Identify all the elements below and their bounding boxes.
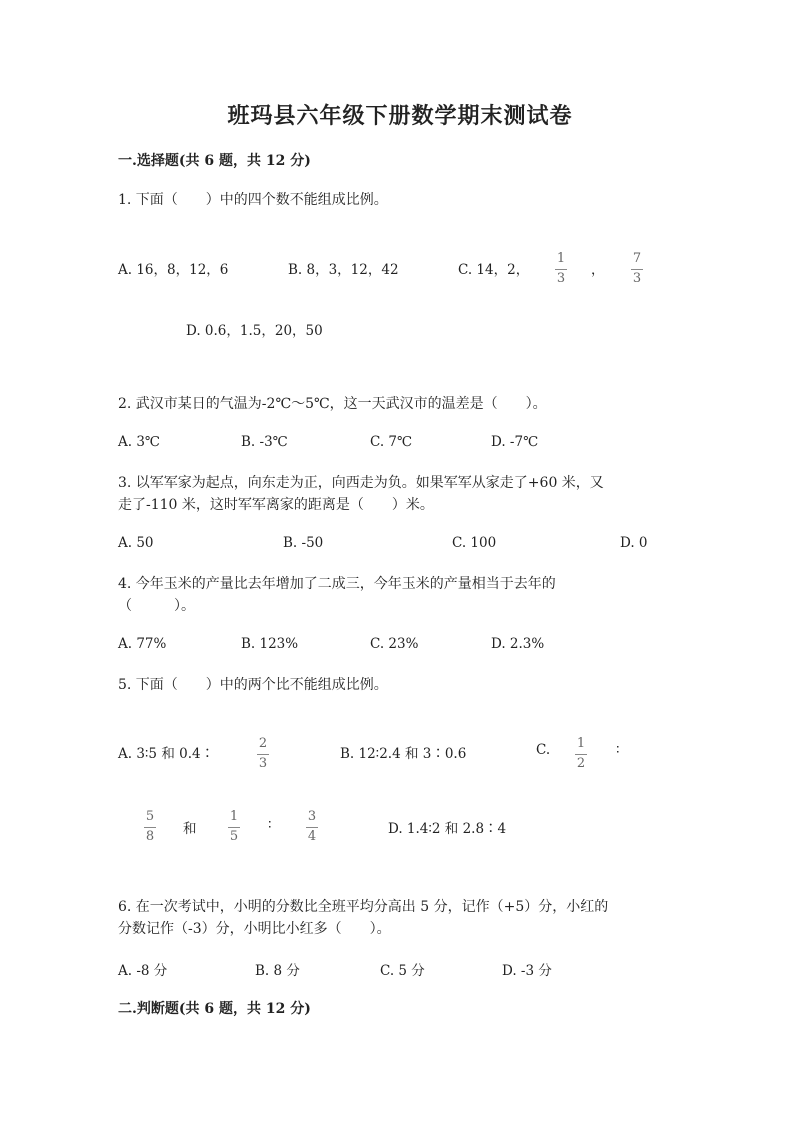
fraction-one-fifth: [228, 810, 240, 844]
fraction-denominator: 3: [258, 756, 268, 771]
fraction-numerator: 1: [229, 809, 239, 824]
question-4-option-c: C. 23%: [370, 636, 419, 652]
fraction-three-quarters: [306, 810, 318, 844]
fraction-bar: [257, 754, 269, 755]
question-5-option-a: A. 3∶5 和 0.4∶: [118, 746, 215, 762]
fraction-bar: [228, 827, 240, 828]
fraction-bar: [144, 827, 156, 828]
question-2-option-b: B. -3℃: [241, 434, 288, 450]
question-3-stem-line-1: 3. 以军军家为起点，向东走为正，向西走为负。如果军军从家走了+60 米，又: [118, 475, 604, 491]
fraction-bar: [555, 269, 567, 270]
section-heading-choice: 一.选择题(共 6 题，共 12 分): [118, 153, 311, 169]
fraction-denominator: 3: [632, 271, 642, 286]
fraction-five-eighths: [144, 810, 156, 844]
question-4-stem-line-2: （ ）。: [118, 598, 195, 614]
fraction-bar: [575, 754, 587, 755]
question-2-option-d: D. -7℃: [491, 434, 539, 450]
fraction-numerator: 1: [576, 736, 586, 751]
fraction-numerator: 7: [632, 251, 642, 266]
question-2-option-c: C. 7℃: [370, 434, 413, 450]
fraction-numerator: 5: [145, 809, 155, 824]
fraction-denominator: 2: [576, 756, 586, 771]
fraction-one-half: [575, 737, 587, 771]
question-6-option-d: D. -3 分: [502, 963, 552, 979]
question-6-stem-line-2: 分数记作（-3）分，小明比小红多（ ）。: [118, 921, 391, 937]
page-title: 班玛县六年级下册数学期末测试卷: [227, 103, 573, 129]
question-5-stem: 5. 下面（ ）中的两个比不能组成比例。: [118, 677, 388, 693]
fraction-bar: [631, 269, 643, 270]
question-1-option-a: A. 16，8，12，6: [118, 262, 229, 278]
fraction-seven-thirds: [631, 252, 643, 286]
fraction-denominator: 8: [145, 829, 155, 844]
question-5-option-c: C.: [536, 742, 551, 758]
fraction-denominator: 5: [229, 829, 239, 844]
fraction-numerator: 2: [258, 736, 268, 751]
fraction-numerator: 1: [556, 251, 566, 266]
question-3-option-d: D. 0: [620, 535, 648, 551]
question-3-option-b: B. -50: [283, 535, 324, 551]
question-6-option-a: A. -8 分: [118, 963, 168, 979]
question-1-option-d: D. 0.6，1.5，20，50: [186, 323, 323, 339]
question-1-option-b: B. 8，3，12，42: [288, 262, 399, 278]
question-4-option-d: D. 2.3%: [491, 636, 545, 652]
fraction-one-third: [555, 252, 567, 286]
question-2-stem: 2. 武汉市某日的气温为-2℃～5℃，这一天武汉市的温差是（ ）。: [118, 396, 547, 412]
question-6-option-c: C. 5 分: [380, 963, 425, 979]
and-connector: 和: [183, 821, 197, 837]
question-3-stem-line-2: 走了-110 米，这时军军离家的距离是（ ）米。: [118, 497, 434, 513]
fraction-bar: [306, 827, 318, 828]
question-5-option-d: D. 1.4∶2 和 2.8∶4: [388, 821, 507, 837]
question-6-stem-line-1: 6. 在一次考试中，小明的分数比全班平均分高出 5 分，记作（+5）分，小红的: [118, 899, 609, 915]
fraction-denominator: 3: [556, 271, 566, 286]
fraction-two-thirds: [257, 737, 269, 771]
ratio-colon: ∶: [268, 817, 272, 833]
question-1-option-c: C. 14，2，: [458, 262, 530, 278]
question-1-stem: 1. 下面（ ）中的四个数不能组成比例。: [118, 192, 388, 208]
question-1-option-c-separator: ，: [591, 262, 605, 278]
fraction-denominator: 4: [307, 829, 317, 844]
ratio-colon: ∶: [616, 742, 620, 758]
fraction-numerator: 3: [307, 809, 317, 824]
question-6-option-b: B. 8 分: [255, 963, 300, 979]
question-4-option-b: B. 123%: [241, 636, 299, 652]
question-5-option-b: B. 12∶2.4 和 3∶0.6: [340, 746, 467, 762]
question-3-option-c: C. 100: [452, 535, 497, 551]
section-heading-judgement: 二.判断题(共 6 题，共 12 分): [118, 1001, 311, 1017]
question-4-option-a: A. 77%: [118, 636, 167, 652]
question-3-option-a: A. 50: [118, 535, 154, 551]
question-2-option-a: A. 3℃: [118, 434, 161, 450]
question-4-stem-line-1: 4. 今年玉米的产量比去年增加了二成三，今年玉米的产量相当于去年的: [118, 576, 556, 592]
